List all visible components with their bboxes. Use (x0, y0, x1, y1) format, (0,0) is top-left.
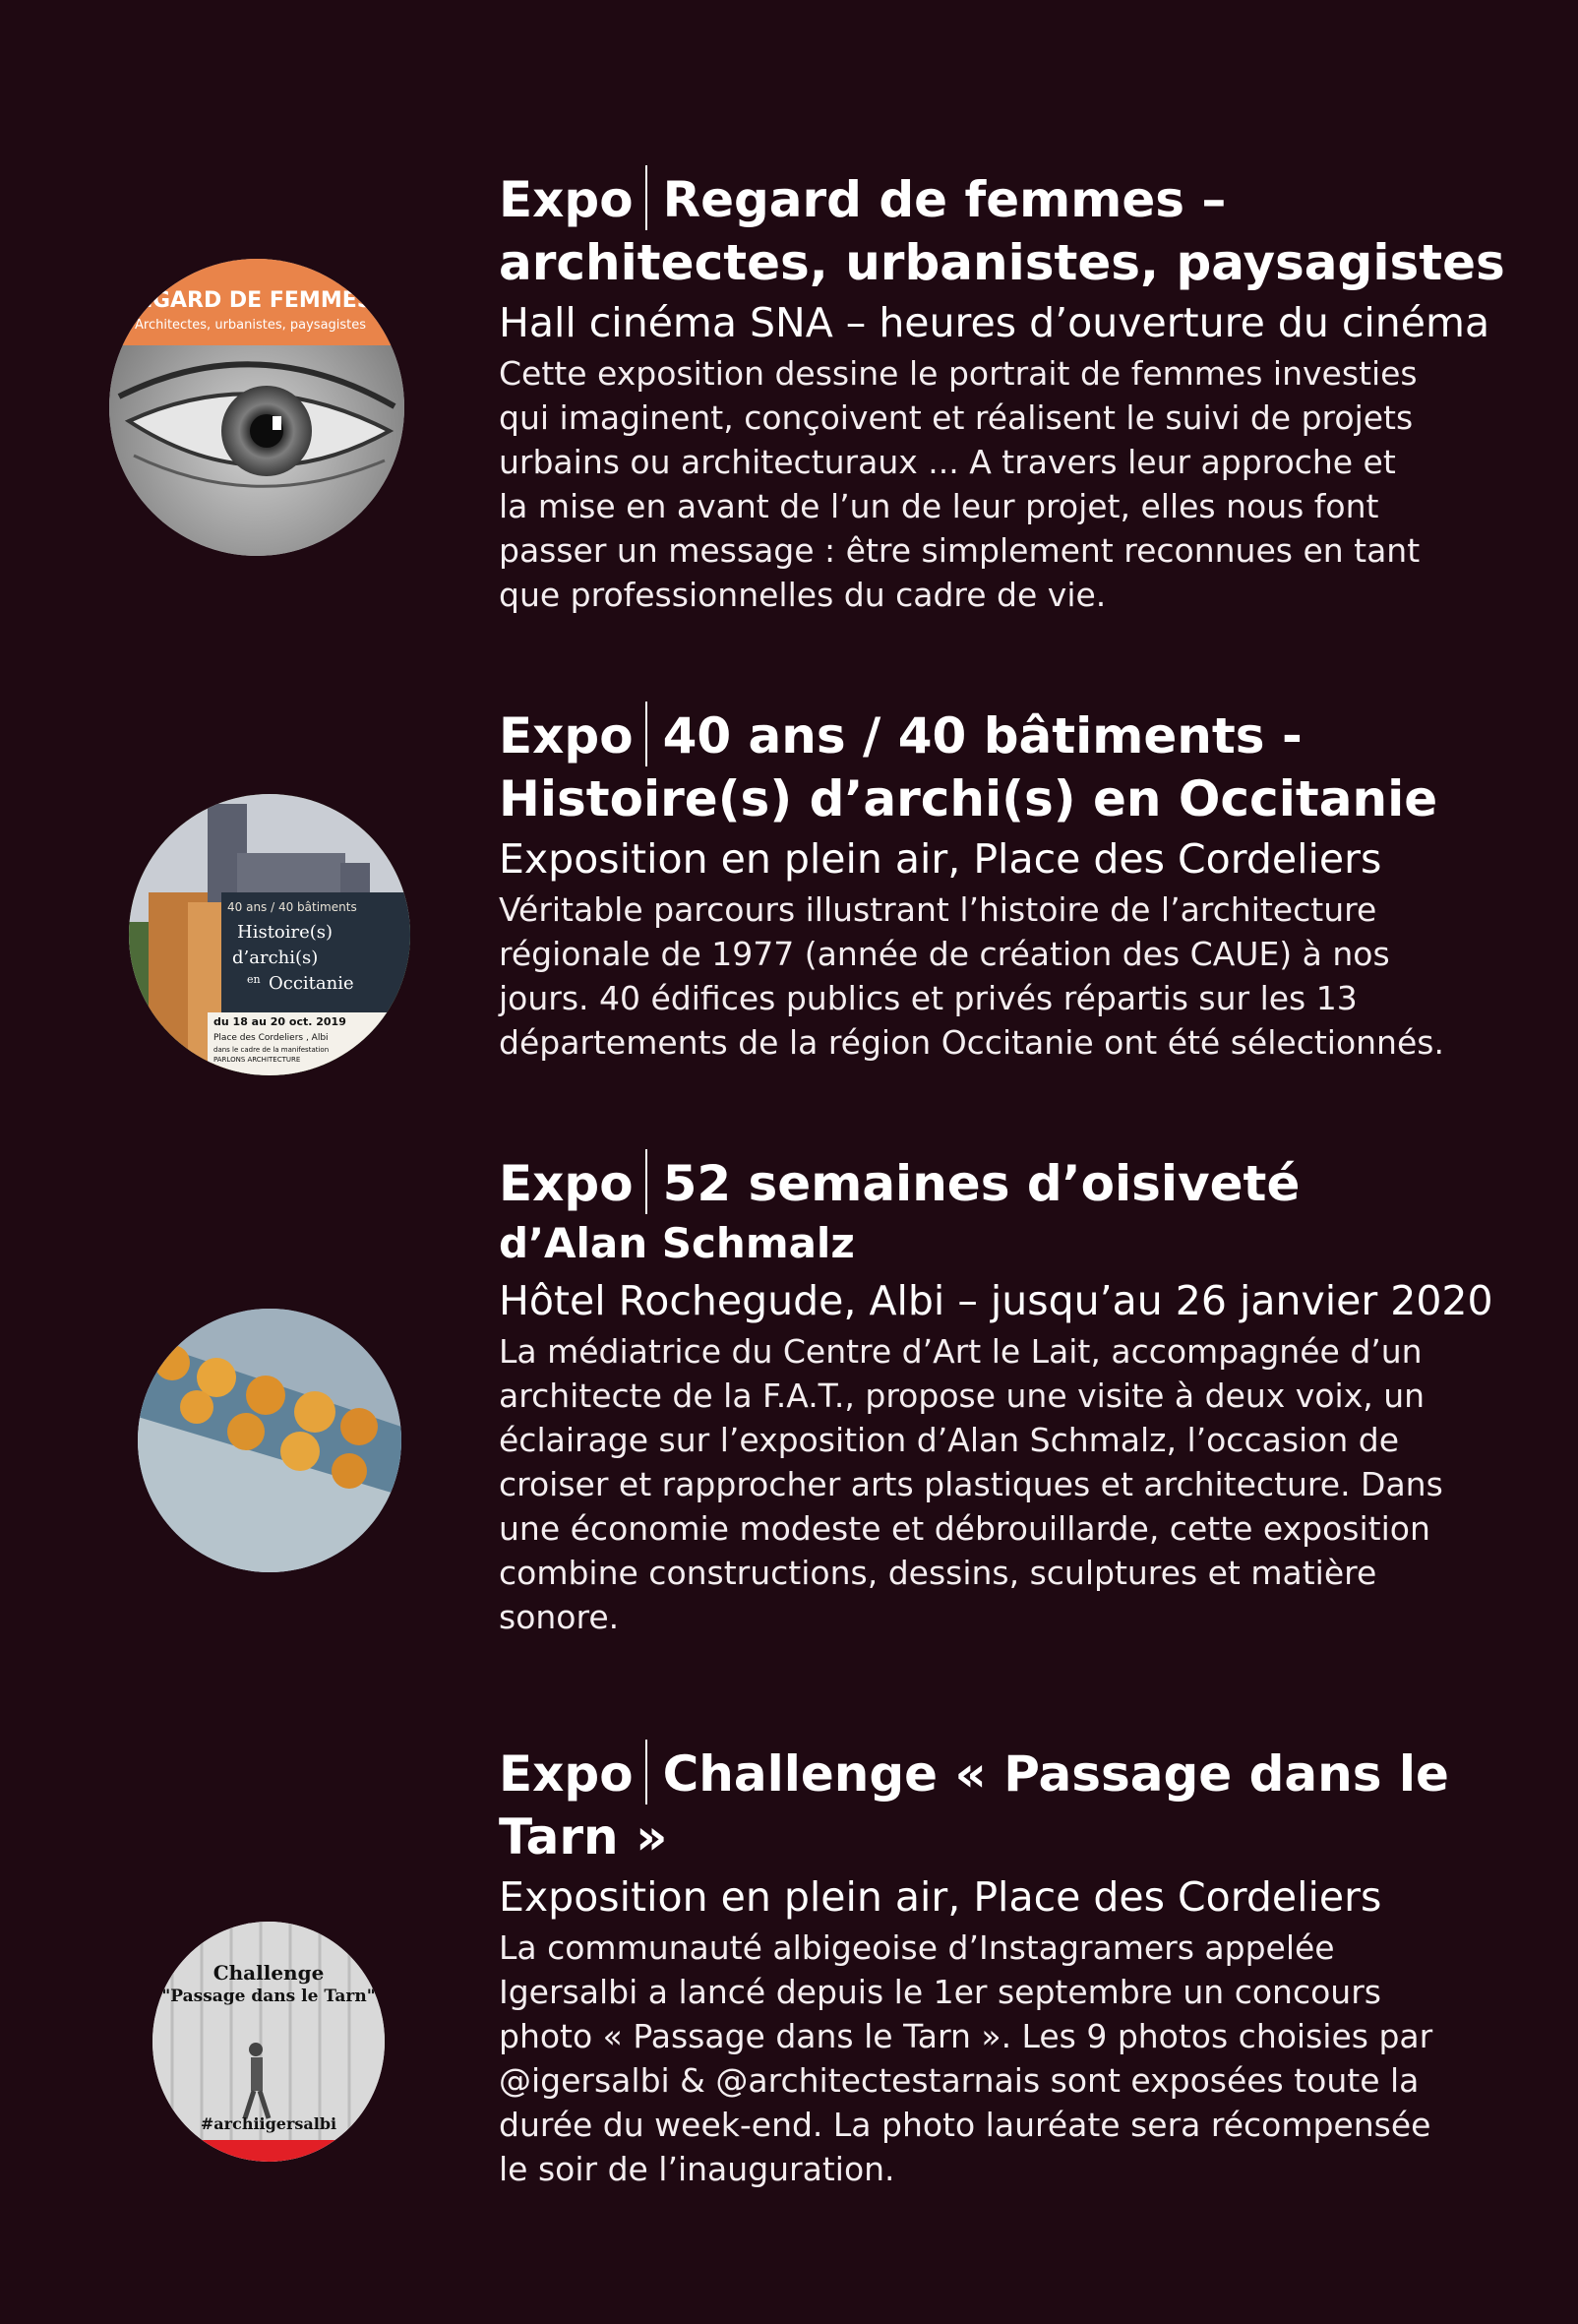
entry-description (499, 1926, 1532, 2191)
entry-heading (499, 1740, 1532, 1868)
expo-tag: Expo (499, 707, 634, 764)
challenge-title: Challenge (212, 1961, 325, 1985)
title-line: Challenge « Passage dans le (662, 1745, 1449, 1803)
entry-heading (499, 165, 1532, 294)
description-line: que professionnelles du cadre de vie. (499, 576, 1107, 614)
expo-tag: Expo (499, 1155, 634, 1212)
title-line: Histoire(s) d’archi(s) en Occitanie (499, 770, 1438, 827)
description-line: La médiatrice du Centre d’Art le Lait, accompagnée d’un (499, 1332, 1423, 1371)
sculptures-illustration (138, 1309, 401, 1572)
poster-line: d’archi(s) (232, 948, 319, 968)
entry-location: Hôtel Rochegude, Albi – jusqu’au 26 janvier 2020 (499, 1277, 1493, 1324)
entry-heading (499, 702, 1532, 830)
description-line: Véritable parcours illustrant l’histoire de l’architecture (499, 890, 1377, 929)
poster-small-text: 40 ans / 40 bâtiments (227, 900, 357, 914)
poster-subtitle: Architectes, urbanistes, paysagistes (135, 318, 367, 333)
poster-talk: PARLONS ARCHITECTURE (213, 1056, 301, 1064)
description-line: qui imaginent, conçoivent et réalisent le suivi de projets (499, 398, 1414, 437)
poster-context: dans le cadre de la manifestation (213, 1046, 330, 1054)
description-line: photo « Passage dans le Tarn ». Les 9 photos choisies par (499, 2017, 1433, 2055)
entry-text (499, 165, 1532, 617)
entry-subtitle: d’Alan Schmalz (499, 1219, 855, 1267)
entry-heading (499, 1149, 1532, 1215)
poster-line: Histoire(s) (237, 922, 334, 943)
expo-tag: Expo (499, 1745, 634, 1803)
description-line: Igersalbi a lancé depuis le 1er septembre un concours (499, 1973, 1381, 2011)
title-line: 52 semaines d’oisiveté (662, 1155, 1301, 1212)
poster-line: Occitanie (269, 973, 354, 994)
entry-description (499, 351, 1532, 617)
description-line: le soir de l’inauguration. (499, 2150, 895, 2188)
poster-photo-icon (129, 794, 410, 1075)
entry-text (499, 1740, 1532, 2191)
description-line: combine constructions, dessins, sculptures et matière (499, 1554, 1377, 1592)
entry-location: Exposition en plein air, Place des Cordeliers (499, 1873, 1382, 1921)
title-line: 40 ans / 40 bâtiments - (662, 707, 1303, 764)
divider (645, 1740, 647, 1804)
challenge-poster-icon (152, 1922, 385, 2162)
poster-date: du 18 au 20 oct. 2019 (213, 1015, 346, 1028)
description-line: éclairage sur l’exposition d’Alan Schmalz, l’occasion de (499, 1421, 1400, 1459)
poster-title: REGARD DE FEMMES (121, 288, 373, 313)
challenge-subtitle: "Passage dans le Tarn" (161, 1987, 376, 2006)
description-line: départements de la région Occitanie ont été sélectionnés. (499, 1023, 1444, 1062)
description-line: sonore. (499, 1598, 620, 1636)
description-line: architecte de la F.A.T., propose une visite à deux voix, un (499, 1376, 1426, 1415)
entry-description (499, 1329, 1532, 1639)
poster-place: Place des Cordeliers , Albi (213, 1033, 329, 1043)
divider (645, 702, 647, 766)
description-line: durée du week-end. La photo lauréate sera récompensée (499, 2106, 1431, 2144)
divider (645, 165, 647, 230)
description-line: régionale de 1977 (année de création des CAUE) à nos (499, 935, 1390, 973)
title-line: architectes, urbanistes, paysagistes (499, 234, 1505, 291)
description-line: croiser et rapprocher arts plastiques et architecture. Dans (499, 1465, 1443, 1503)
description-line: passer un message : être simplement reconnues en tant (499, 531, 1421, 570)
challenge-hashtag: #archiigersalbi (200, 2114, 337, 2133)
description-line: Cette exposition dessine le portrait de femmes investies (499, 354, 1418, 393)
eye-photo-icon (109, 259, 404, 556)
description-line: urbains ou architecturaux ... A travers leur approche et (499, 443, 1396, 481)
entry-description (499, 887, 1532, 1065)
expo-tag: Expo (499, 171, 634, 228)
title-line: Tarn » (499, 1808, 668, 1865)
description-line: la mise en avant de l’un de leur projet, elles nous font (499, 487, 1379, 525)
description-line: @igersalbi & @architectestarnais sont exposées toute la (499, 2061, 1420, 2100)
description-line: jours. 40 édifices publics et privés répartis sur les 13 (499, 979, 1358, 1017)
entry-location: Exposition en plein air, Place des Cordeliers (499, 835, 1382, 883)
entry-location: Hall cinéma SNA – heures d’ouverture du cinéma (499, 299, 1490, 346)
sculptures-photo-icon (138, 1309, 401, 1572)
entry-text (499, 702, 1532, 1065)
poster-line: en (247, 973, 261, 986)
description-line: une économie modeste et débrouillarde, cette exposition (499, 1509, 1430, 1548)
red-band (152, 2140, 385, 2162)
title-line: Regard de femmes – (662, 171, 1227, 228)
entry-text (499, 1149, 1532, 1639)
description-line: La communauté albigeoise d’Instagramers appelée (499, 1928, 1335, 1967)
divider (645, 1149, 647, 1214)
